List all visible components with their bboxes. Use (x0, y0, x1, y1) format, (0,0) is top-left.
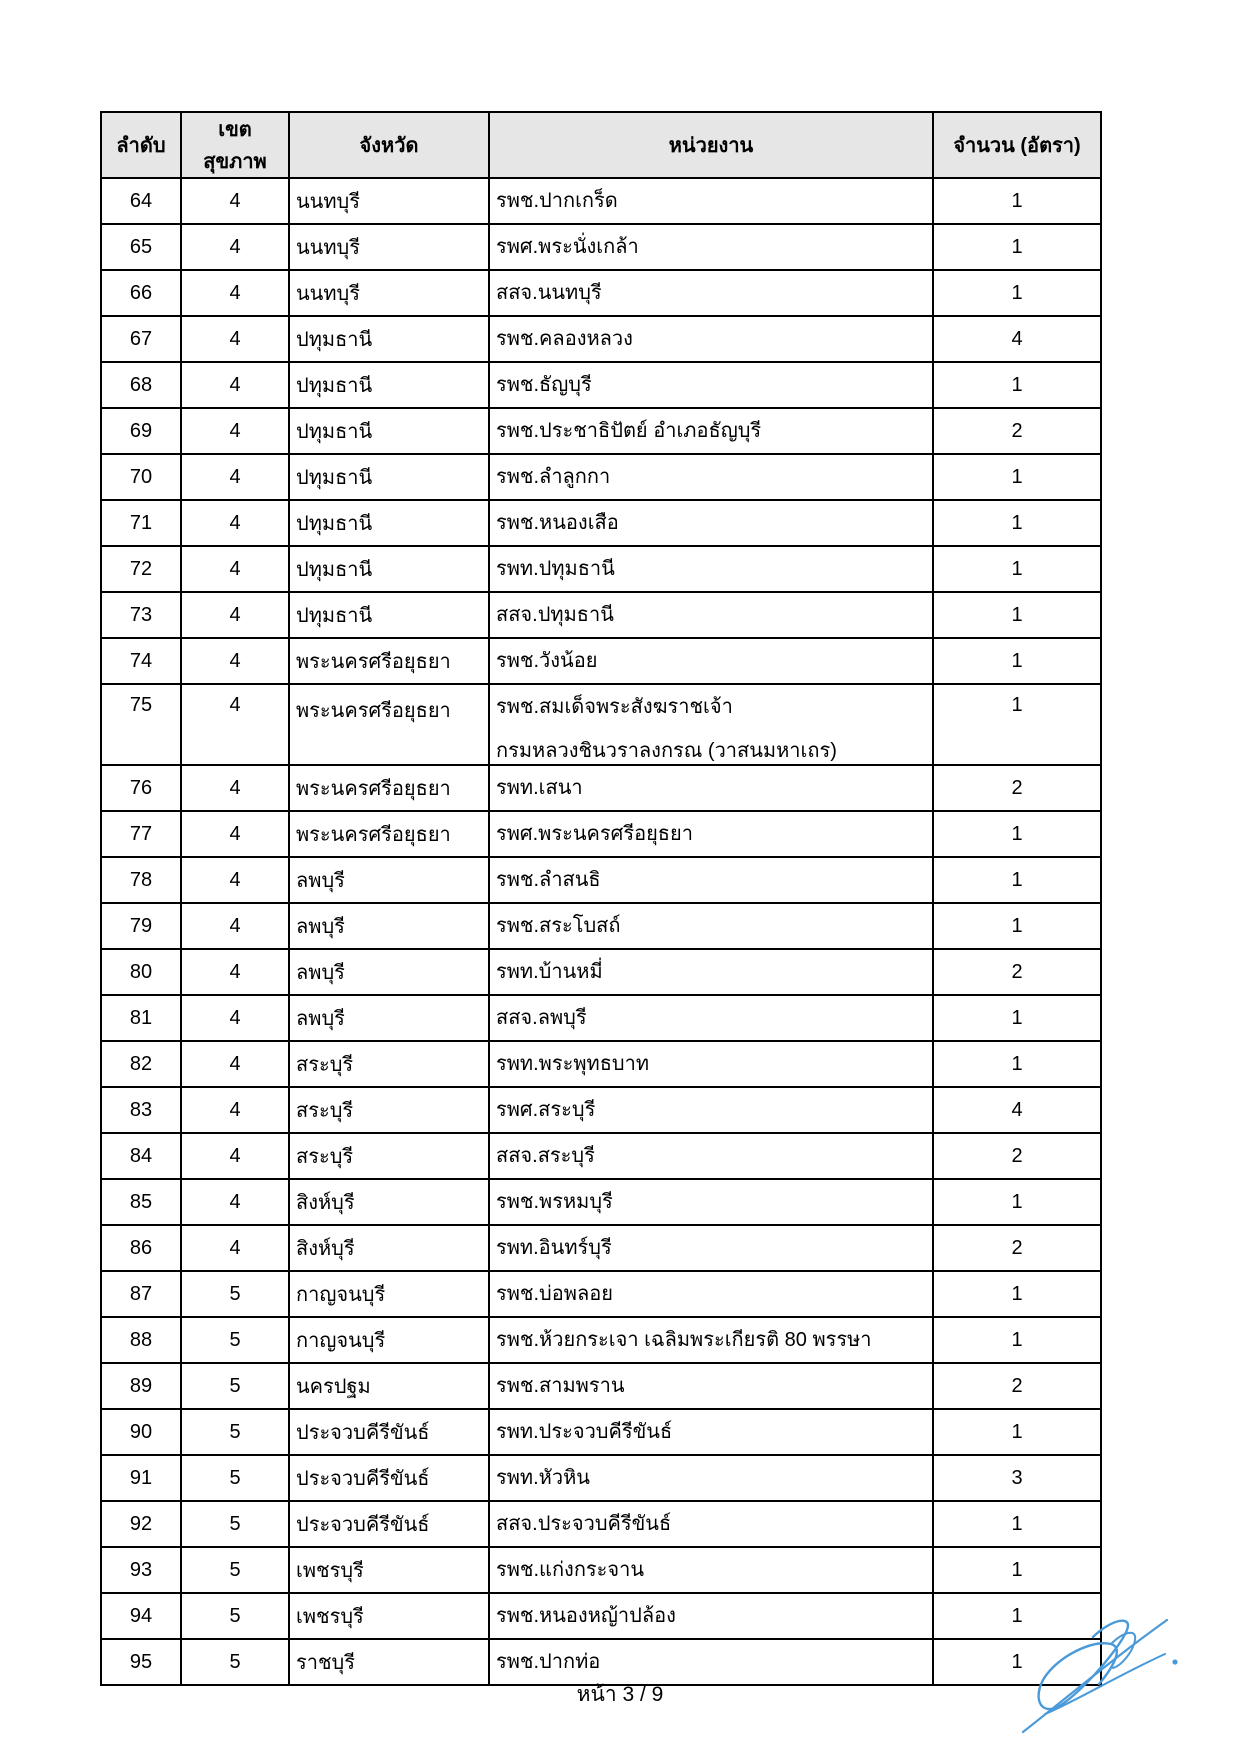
health-region-cell: 5 (181, 1455, 289, 1501)
unit-cell (489, 1133, 933, 1179)
unit-name: รพช.คลองหลวง (496, 328, 633, 350)
order-cell: 69 (101, 408, 181, 454)
health-region-cell: 5 (181, 1547, 289, 1593)
unit-name: รพช.บ่อพลอย (496, 1283, 613, 1305)
health-region-cell: 4 (181, 454, 289, 500)
order-cell: 86 (101, 1225, 181, 1271)
table-row (101, 1547, 1101, 1593)
unit-name: รพช.วังน้อย (496, 650, 598, 672)
table-row (101, 1087, 1101, 1133)
table-row (101, 995, 1101, 1041)
unit-cell (489, 1225, 933, 1271)
count-cell: 2 (933, 1363, 1101, 1409)
table-row (101, 1409, 1101, 1455)
province-cell: เพชรบุรี (289, 1547, 489, 1593)
province-cell: สระบุรี (289, 1087, 489, 1133)
unit-cell (489, 1501, 933, 1547)
order-cell: 84 (101, 1133, 181, 1179)
province-cell: ลพบุรี (289, 857, 489, 903)
order-cell: 93 (101, 1547, 181, 1593)
unit-name: รพช.สระโบสถ์ (496, 915, 621, 937)
order-cell: 79 (101, 903, 181, 949)
province-cell: ปทุมธานี (289, 500, 489, 546)
count-cell: 1 (933, 224, 1101, 270)
count-cell: 1 (933, 903, 1101, 949)
province-cell: พระนครศรีอยุธยา (289, 638, 489, 684)
unit-name: รพท.ประจวบคีรีขันธ์ (496, 1421, 673, 1443)
unit-cell (489, 857, 933, 903)
count-cell: 1 (933, 592, 1101, 638)
unit-cell (489, 362, 933, 408)
count-cell: 1 (933, 1179, 1101, 1225)
province-cell: นนทบุรี (289, 224, 489, 270)
count-cell: 2 (933, 765, 1101, 811)
order-cell: 81 (101, 995, 181, 1041)
order-cell: 92 (101, 1501, 181, 1547)
unit-name: รพช.หนองหญ้าปล้อง (496, 1605, 676, 1627)
province-cell: สิงห์บุรี (289, 1179, 489, 1225)
table-row (101, 546, 1101, 592)
count-cell: 4 (933, 316, 1101, 362)
province-cell: กาญจนบุรี (289, 1271, 489, 1317)
order-cell: 73 (101, 592, 181, 638)
province-cell: ปทุมธานี (289, 546, 489, 592)
roster-table (100, 111, 1102, 1686)
health-region-cell: 4 (181, 362, 289, 408)
table-row (101, 500, 1101, 546)
unit-name: รพช.ลำลูกกา (496, 466, 611, 488)
health-region-cell: 4 (181, 408, 289, 454)
health-region-cell: 4 (181, 903, 289, 949)
count-cell: 1 (933, 1639, 1101, 1685)
count-cell: 2 (933, 408, 1101, 454)
unit-name-line2: กรมหลวงชินวราลงกรณ (วาสนมหาเถร) (496, 740, 837, 762)
province-cell: พระนครศรีอยุธยา (289, 684, 489, 765)
unit-cell (489, 1455, 933, 1501)
unit-name: รพท.หัวหิน (496, 1467, 590, 1489)
table-row (101, 1593, 1101, 1639)
unit-name: รพท.ปทุมธานี (496, 558, 615, 580)
unit-name: สสจ.ประจวบคีรีขันธ์ (496, 1513, 672, 1535)
order-cell: 65 (101, 224, 181, 270)
health-region-cell: 4 (181, 684, 289, 765)
order-cell: 91 (101, 1455, 181, 1501)
unit-cell (489, 995, 933, 1041)
header-province: จังหวัด (289, 112, 489, 178)
health-region-cell: 5 (181, 1363, 289, 1409)
unit-name: รพช.ลำสนธิ (496, 869, 601, 891)
count-cell: 2 (933, 949, 1101, 995)
province-cell: ประจวบคีรีขันธ์ (289, 1455, 489, 1501)
province-cell: นนทบุรี (289, 178, 489, 224)
count-cell: 1 (933, 1271, 1101, 1317)
order-cell: 67 (101, 316, 181, 362)
health-region-cell: 5 (181, 1639, 289, 1685)
health-region-cell: 4 (181, 1041, 289, 1087)
unit-cell (489, 224, 933, 270)
count-cell: 1 (933, 1593, 1101, 1639)
order-cell: 78 (101, 857, 181, 903)
header-unit: หน่วยงาน (489, 112, 933, 178)
table-row (101, 224, 1101, 270)
handwritten-signature (1015, 1592, 1185, 1742)
health-region-cell: 4 (181, 1225, 289, 1271)
table-row (101, 592, 1101, 638)
order-cell: 70 (101, 454, 181, 500)
unit-cell (489, 1317, 933, 1363)
unit-name: รพช.สามพราน (496, 1375, 625, 1397)
unit-cell (489, 408, 933, 454)
table-row (101, 1133, 1101, 1179)
order-cell: 75 (101, 684, 181, 765)
table-row (101, 638, 1101, 684)
count-cell: 1 (933, 362, 1101, 408)
order-cell: 83 (101, 1087, 181, 1133)
province-cell: นครปฐม (289, 1363, 489, 1409)
health-region-cell: 4 (181, 500, 289, 546)
table-row (101, 270, 1101, 316)
unit-cell (489, 811, 933, 857)
order-cell: 68 (101, 362, 181, 408)
province-cell: ปทุมธานี (289, 408, 489, 454)
unit-cell (489, 1593, 933, 1639)
count-cell: 1 (933, 178, 1101, 224)
table-row (101, 1225, 1101, 1271)
health-region-cell: 5 (181, 1409, 289, 1455)
unit-cell (489, 546, 933, 592)
unit-cell (489, 1179, 933, 1225)
count-cell: 1 (933, 857, 1101, 903)
order-cell: 76 (101, 765, 181, 811)
order-cell: 80 (101, 949, 181, 995)
health-region-cell: 4 (181, 995, 289, 1041)
count-cell: 3 (933, 1455, 1101, 1501)
table-row (101, 684, 1101, 765)
count-cell: 1 (933, 1317, 1101, 1363)
count-cell: 2 (933, 1225, 1101, 1271)
province-cell: ปทุมธานี (289, 316, 489, 362)
table-row (101, 903, 1101, 949)
unit-name: รพท.อินทร์บุรี (496, 1237, 612, 1259)
health-region-cell: 4 (181, 638, 289, 684)
province-cell: ลพบุรี (289, 903, 489, 949)
province-cell: ปทุมธานี (289, 454, 489, 500)
unit-name: สสจ.ปทุมธานี (496, 604, 614, 626)
unit-name: รพศ.สระบุรี (496, 1099, 596, 1121)
order-cell: 82 (101, 1041, 181, 1087)
province-cell: ราชบุรี (289, 1639, 489, 1685)
province-cell: สระบุรี (289, 1041, 489, 1087)
health-region-cell: 4 (181, 1133, 289, 1179)
health-region-cell: 5 (181, 1271, 289, 1317)
table-row (101, 1041, 1101, 1087)
unit-cell (489, 592, 933, 638)
unit-name: รพท.บ้านหมี่ (496, 961, 603, 983)
order-cell: 77 (101, 811, 181, 857)
unit-cell (489, 1041, 933, 1087)
table-row (101, 362, 1101, 408)
table-row (101, 765, 1101, 811)
order-cell: 94 (101, 1593, 181, 1639)
unit-cell (489, 1087, 933, 1133)
order-cell: 74 (101, 638, 181, 684)
unit-cell (489, 178, 933, 224)
order-cell: 64 (101, 178, 181, 224)
health-region-cell: 4 (181, 857, 289, 903)
order-cell: 89 (101, 1363, 181, 1409)
health-region-cell: 4 (181, 178, 289, 224)
count-cell: 2 (933, 1133, 1101, 1179)
health-region-cell: 5 (181, 1501, 289, 1547)
health-region-cell: 4 (181, 765, 289, 811)
health-region-cell: 4 (181, 546, 289, 592)
count-cell: 1 (933, 1547, 1101, 1593)
unit-cell (489, 454, 933, 500)
unit-name: รพช.ปากเกร็ด (496, 190, 618, 212)
province-cell: สระบุรี (289, 1133, 489, 1179)
unit-name: รพช.ปากท่อ (496, 1651, 601, 1673)
table-row (101, 408, 1101, 454)
unit-name: รพช.หนองเสือ (496, 512, 619, 534)
health-region-cell: 5 (181, 1317, 289, 1363)
count-cell: 1 (933, 995, 1101, 1041)
table-row (101, 178, 1101, 224)
province-cell: ปทุมธานี (289, 362, 489, 408)
unit-name: สสจ.ลพบุรี (496, 1007, 587, 1029)
province-cell: ประจวบคีรีขันธ์ (289, 1501, 489, 1547)
count-cell: 1 (933, 811, 1101, 857)
order-cell: 88 (101, 1317, 181, 1363)
province-cell: กาญจนบุรี (289, 1317, 489, 1363)
unit-name: รพช.พรหมบุรี (496, 1191, 613, 1213)
table-body (101, 178, 1101, 1685)
count-cell: 1 (933, 546, 1101, 592)
health-region-cell: 4 (181, 316, 289, 362)
health-region-cell: 5 (181, 1593, 289, 1639)
unit-name: รพศ.พระนครศรีอยุธยา (496, 823, 693, 845)
unit-cell (489, 765, 933, 811)
health-region-cell: 4 (181, 1087, 289, 1133)
table-row (101, 1501, 1101, 1547)
count-cell: 1 (933, 1041, 1101, 1087)
count-cell: 1 (933, 500, 1101, 546)
province-cell: ปทุมธานี (289, 592, 489, 638)
unit-cell (489, 949, 933, 995)
province-cell: ประจวบคีรีขันธ์ (289, 1409, 489, 1455)
table-row (101, 857, 1101, 903)
unit-name: รพช.ห้วยกระเจา เฉลิมพระเกียรติ 80 พรรษา (496, 1329, 872, 1351)
unit-cell (489, 1271, 933, 1317)
unit-name: รพช.สมเด็จพระสังฆราชเจ้า (496, 696, 733, 718)
unit-name: รพท.พระพุทธบาท (496, 1053, 650, 1075)
unit-cell (489, 903, 933, 949)
health-region-cell: 4 (181, 224, 289, 270)
unit-name: รพช.ประชาธิปัตย์ อำเภอธัญบุรี (496, 420, 762, 442)
unit-cell (489, 1363, 933, 1409)
count-cell: 1 (933, 1409, 1101, 1455)
province-cell: พระนครศรีอยุธยา (289, 765, 489, 811)
order-cell: 66 (101, 270, 181, 316)
table-row (101, 1455, 1101, 1501)
header-order: ลำดับ (101, 112, 181, 178)
order-cell: 71 (101, 500, 181, 546)
order-cell: 85 (101, 1179, 181, 1225)
count-cell: 4 (933, 1087, 1101, 1133)
unit-cell (489, 316, 933, 362)
unit-name: รพท.เสนา (496, 777, 583, 799)
unit-name: รพช.ธัญบุรี (496, 374, 592, 396)
count-cell: 1 (933, 638, 1101, 684)
header-health-region: เขตสุขภาพ (181, 112, 289, 178)
order-cell: 72 (101, 546, 181, 592)
header-count: จำนวน (อัตรา) (933, 112, 1101, 178)
health-region-cell: 4 (181, 1179, 289, 1225)
page-number: หน้า 3 / 9 (576, 1683, 664, 1706)
table-row (101, 1317, 1101, 1363)
unit-cell (489, 638, 933, 684)
province-cell: พระนครศรีอยุธยา (289, 811, 489, 857)
count-cell: 1 (933, 684, 1101, 765)
unit-cell (489, 684, 933, 765)
province-cell: ลพบุรี (289, 995, 489, 1041)
unit-cell (489, 500, 933, 546)
table-header (101, 112, 1101, 178)
order-cell: 90 (101, 1409, 181, 1455)
table-row (101, 1179, 1101, 1225)
health-region-cell: 4 (181, 811, 289, 857)
unit-cell (489, 1409, 933, 1455)
table-row (101, 1363, 1101, 1409)
order-cell: 95 (101, 1639, 181, 1685)
table-row (101, 1271, 1101, 1317)
province-cell: นนทบุรี (289, 270, 489, 316)
unit-name: รพช.แก่งกระจาน (496, 1559, 645, 1581)
table-row (101, 811, 1101, 857)
order-cell: 87 (101, 1271, 181, 1317)
table-row (101, 949, 1101, 995)
province-cell: เพชรบุรี (289, 1593, 489, 1639)
unit-cell (489, 1547, 933, 1593)
unit-cell (489, 270, 933, 316)
health-region-cell: 4 (181, 949, 289, 995)
count-cell: 1 (933, 270, 1101, 316)
health-region-cell: 4 (181, 270, 289, 316)
count-cell: 1 (933, 1501, 1101, 1547)
unit-name: รพศ.พระนั่งเกล้า (496, 236, 639, 258)
province-cell: สิงห์บุรี (289, 1225, 489, 1271)
health-region-cell: 4 (181, 592, 289, 638)
count-cell: 1 (933, 454, 1101, 500)
unit-name: สสจ.นนทบุรี (496, 282, 602, 304)
unit-name: สสจ.สระบุรี (496, 1145, 595, 1167)
table-row (101, 316, 1101, 362)
table-row (101, 454, 1101, 500)
province-cell: ลพบุรี (289, 949, 489, 995)
header-row (101, 112, 1101, 178)
